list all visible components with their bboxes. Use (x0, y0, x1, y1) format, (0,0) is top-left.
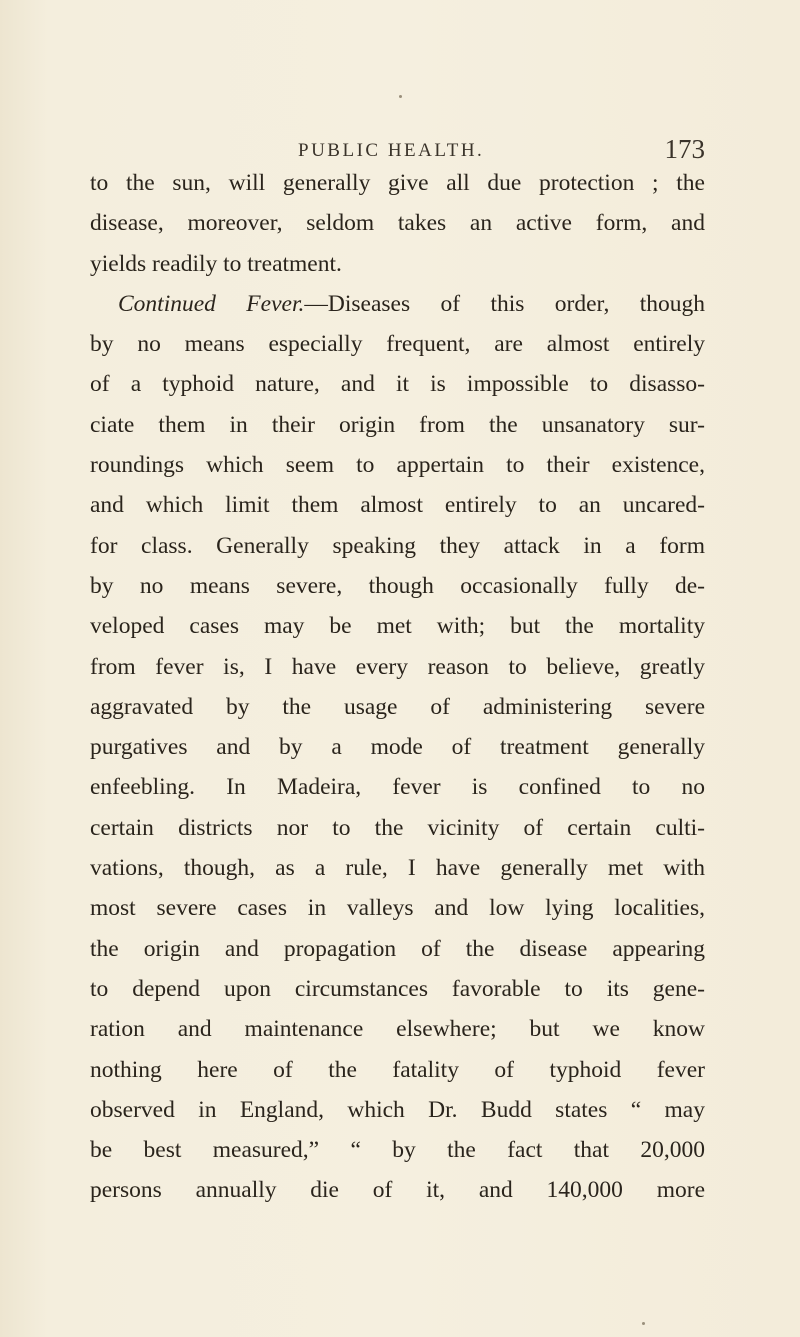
running-head: PUBLIC HEALTH. (298, 140, 485, 161)
text-line: to the sun, will generally give all due protection ; the (90, 170, 705, 196)
text-line: ciate them in their origin from the unsanatory sur- (90, 411, 705, 438)
text-line: persons annually die of it, and 140,000 more (90, 1177, 705, 1204)
page-speck (642, 1322, 645, 1325)
text-line: of a typhoid nature, and it is impossible to disasso- (90, 371, 705, 398)
text-line: by no means especially frequent, are almost entirely (90, 331, 705, 358)
text-line: purgatives and by a mode of treatment generally (90, 734, 705, 761)
text-line: enfeebling. In Madeira, fever is confined to no (90, 774, 705, 801)
page-number: 173 (664, 134, 705, 164)
text-line: veloped cases may be met with; but the mortality (90, 613, 705, 640)
text-line: for class. Generally speaking they attack in a form (90, 532, 705, 559)
text-line: from fever is, I have every reason to believe, greatly (90, 653, 705, 680)
text-line: by no means severe, though occasionally fully de- (90, 572, 705, 599)
text-line: vations, though, as a rule, I have generally met with (90, 855, 705, 882)
text-line: disease, moreover, seldom takes an active form, and (90, 210, 705, 237)
text-line: to depend upon circumstances favorable to its gene- (90, 975, 705, 1002)
text-line: be best measured,” “ by the fact that 20,000 (90, 1137, 705, 1164)
body-text (90, 163, 705, 1211)
text-line: nothing here of the fatality of typhoid fever (90, 1056, 705, 1083)
text-line: yields readily to treatment. (90, 250, 342, 277)
text-line: most severe cases in valleys and low lying localities, (90, 895, 705, 922)
section-heading: Continued Fever. (118, 290, 305, 317)
page-speck (399, 95, 402, 98)
text-line: the origin and propagation of the disease appearing (90, 935, 705, 962)
text-line-rest: —Diseases of this order, though (304, 290, 705, 317)
text-line: aggravated by the usage of administering severe (90, 693, 705, 720)
text-line (90, 284, 705, 324)
text-line: ration and maintenance elsewhere; but we know (90, 1016, 705, 1043)
text-line: and which limit them almost entirely to an uncared- (90, 492, 705, 519)
text-line: roundings which seem to appertain to their existence, (90, 452, 705, 479)
text-line: certain districts nor to the vicinity of certain culti- (90, 814, 705, 841)
text-line: observed in England, which Dr. Budd states “ may (90, 1096, 705, 1123)
